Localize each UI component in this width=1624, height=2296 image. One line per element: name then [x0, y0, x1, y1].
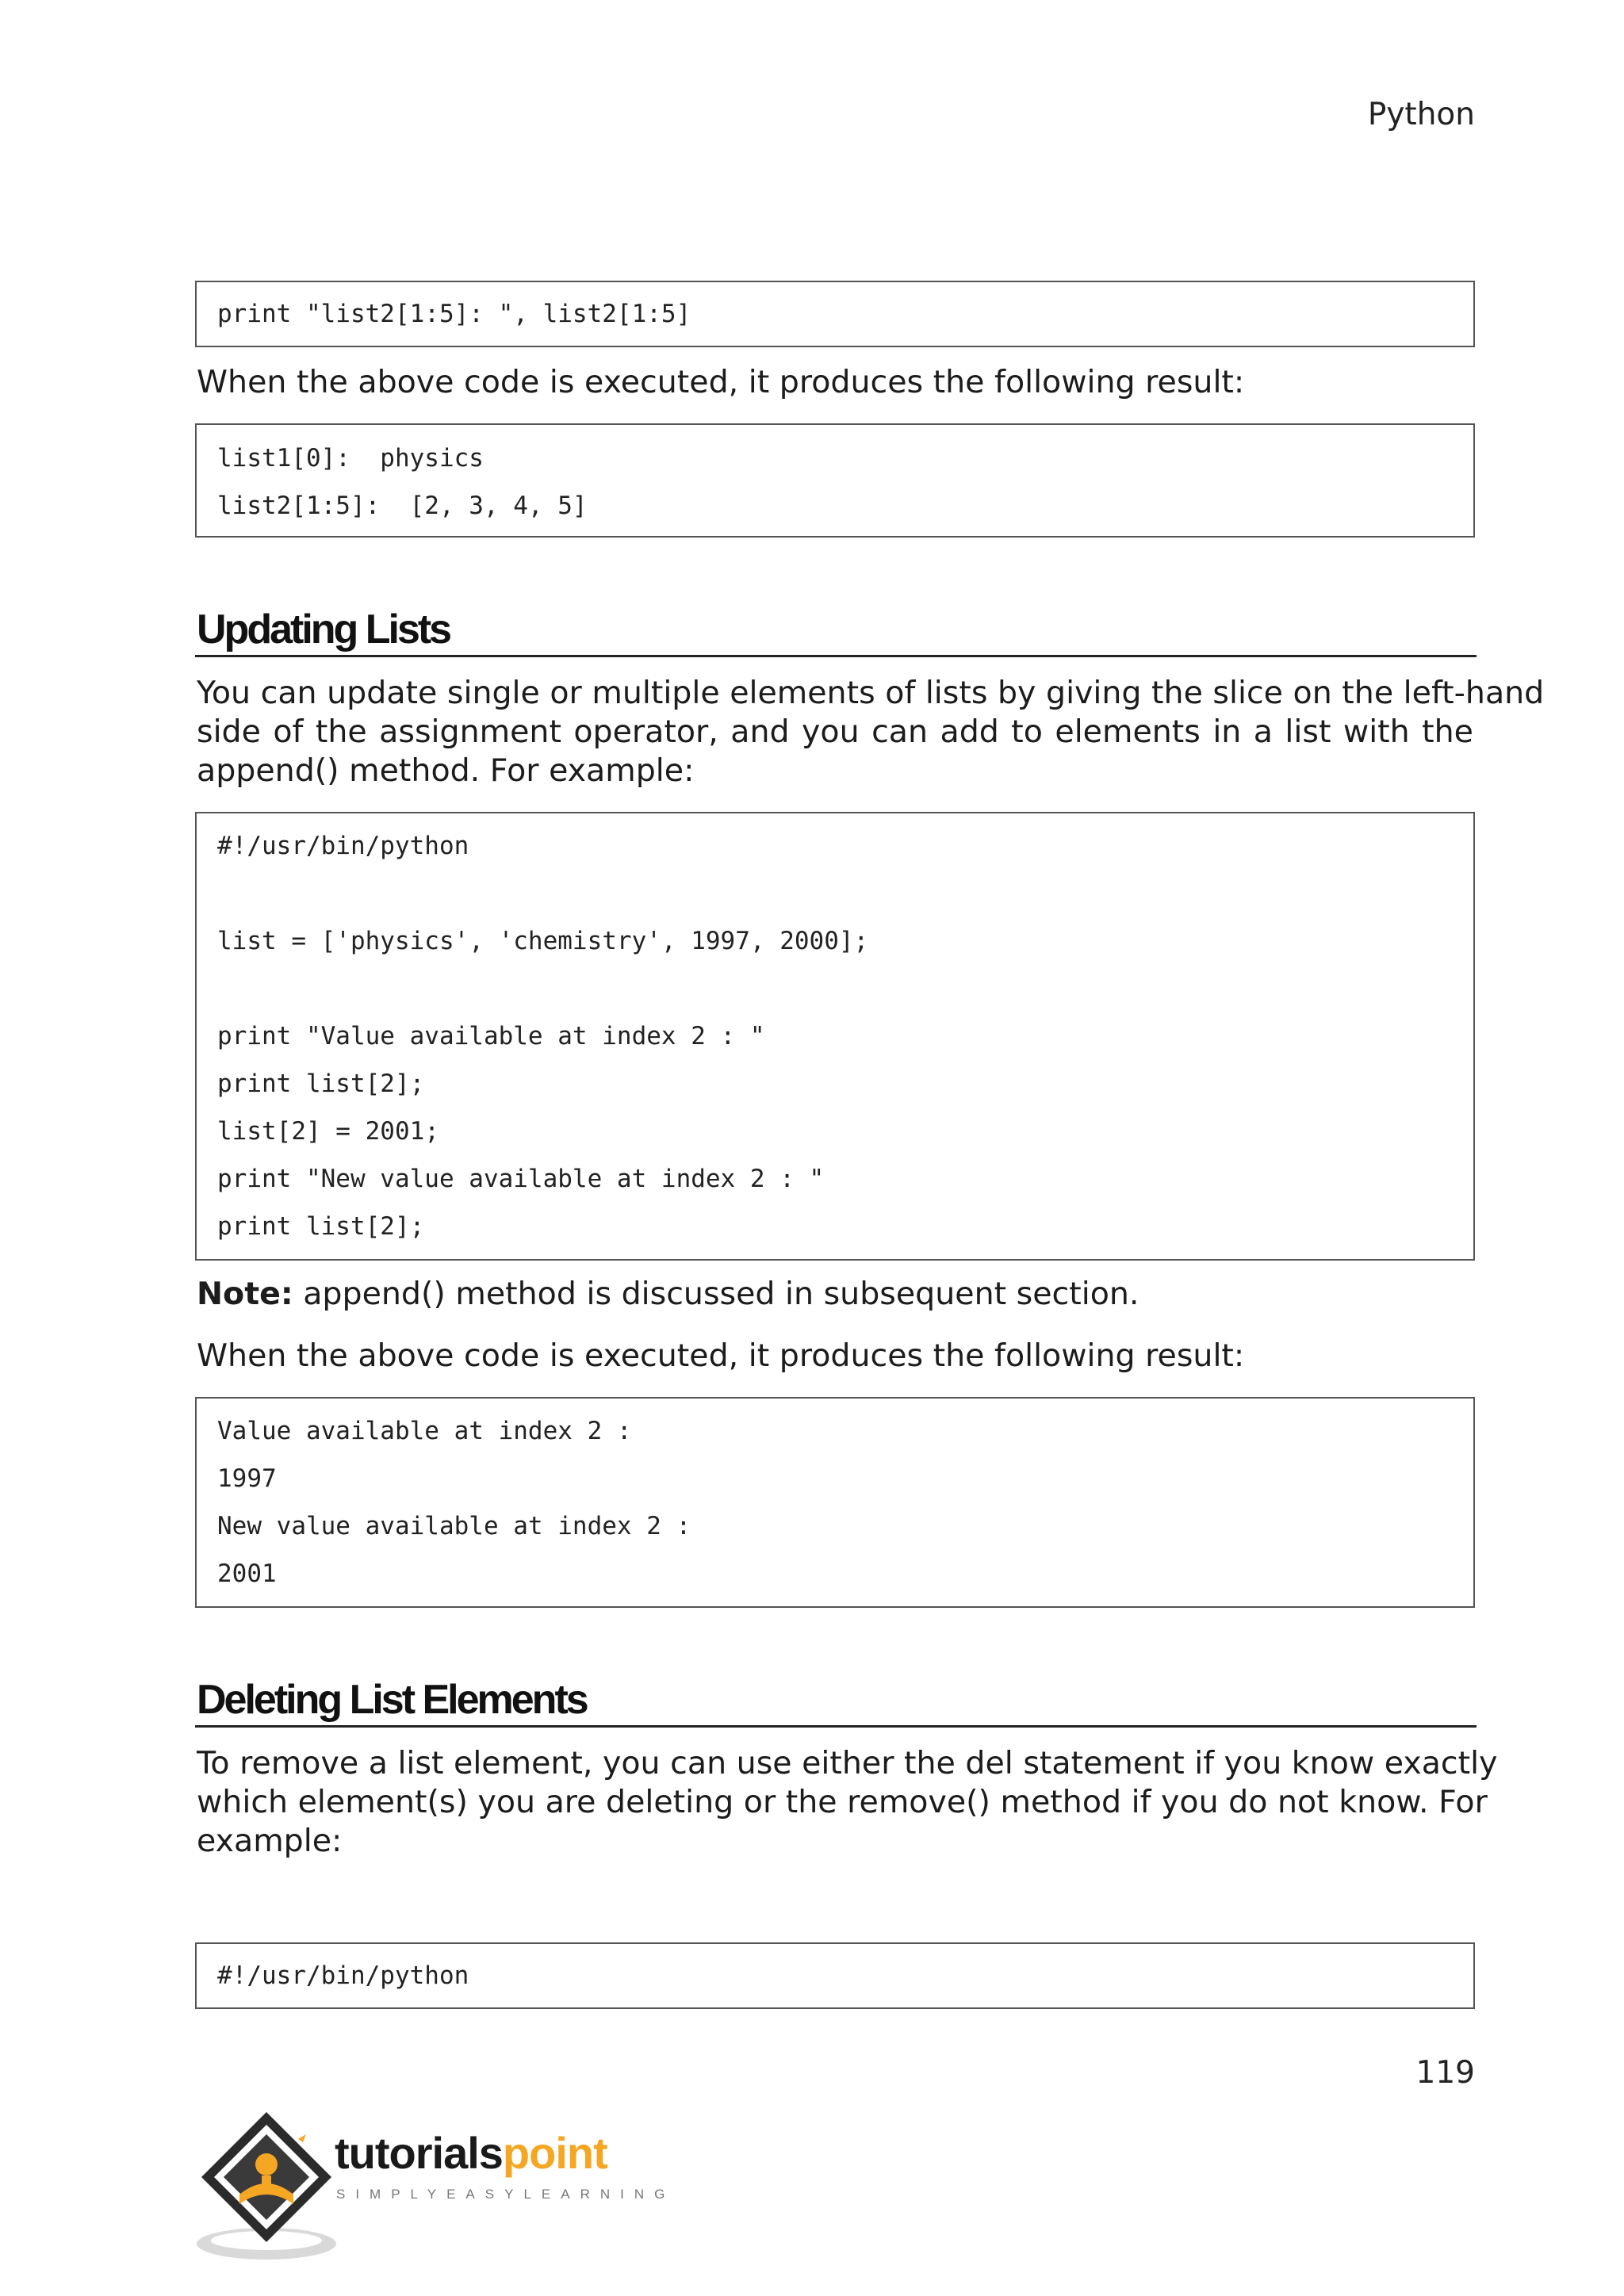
output-line: 2001 — [217, 1559, 277, 1588]
logo-word-accent: point — [502, 2128, 607, 2178]
output-line: New value available at index 2 : — [217, 1512, 691, 1540]
section-heading: Deleting List Elements — [197, 1677, 587, 1723]
code-line: list[2] = 2001; — [217, 1117, 439, 1146]
section-heading: Updating Lists — [197, 607, 450, 652]
output-block — [195, 423, 1475, 538]
logo-tagline: SIMPLYEASYLEARNING — [336, 2187, 676, 2202]
logo-word-dark: tutorials — [335, 2128, 503, 2178]
code-line: list = ['physics', 'chemistry', 1997, 2000]; — [217, 927, 869, 955]
paragraph — [197, 1744, 1498, 1861]
code-block — [195, 281, 1475, 347]
code-line: print list[2]; — [217, 1070, 425, 1098]
heading-rule — [195, 655, 1477, 657]
note-text: append() method is discussed in subsequent section. — [293, 1276, 1139, 1312]
tutorialspoint-logo — [195, 2107, 687, 2266]
note-label: Note: — [197, 1276, 293, 1312]
code-block — [195, 812, 1475, 1261]
note-paragraph — [197, 1275, 1473, 1314]
output-line: list1[0]: physics — [217, 444, 484, 473]
code-line: print list[2]; — [217, 1212, 425, 1241]
paragraph-line: example: — [197, 1823, 343, 1859]
code-block — [195, 1942, 1475, 2009]
code-line: print "Value available at index 2 : " — [217, 1022, 765, 1050]
heading-rule — [195, 1725, 1477, 1728]
output-line: list2[1:5]: [2, 3, 4, 5] — [217, 492, 588, 520]
paragraph-text: When the above code is executed, it produces the following result: — [197, 1337, 1245, 1374]
paragraph — [197, 1337, 1473, 1376]
paragraph-text: When the above code is executed, it produces the following result: — [197, 364, 1245, 400]
output-block — [195, 1397, 1475, 1608]
logo-diamond-icon — [195, 2107, 338, 2266]
output-line: 1997 — [217, 1464, 277, 1493]
paragraph — [197, 363, 1473, 402]
paragraph-line: which element(s) you are deleting or the remove() method if you do not know. For — [197, 1784, 1488, 1820]
code-line: print "list2[1:5]: ", list2[1:5] — [217, 300, 691, 328]
code-line: #!/usr/bin/python — [217, 832, 469, 860]
code-line: #!/usr/bin/python — [217, 1961, 469, 1990]
page-number: 119 — [1415, 2055, 1475, 2091]
paragraph-line: append() method. For example: — [197, 752, 695, 789]
paragraph — [197, 674, 1545, 790]
paragraph-line: You can update single or multiple elements of lists by giving the slice on the left-hand — [197, 675, 1545, 711]
code-line: print "New value available at index 2 : " — [217, 1165, 825, 1193]
paragraph-line: To remove a list element, you can use either the del statement if you know exactly — [197, 1745, 1498, 1781]
paragraph-line: side of the assignment operator, and you can add to elements in a list with the — [197, 714, 1473, 750]
output-line: Value available at index 2 : — [217, 1417, 632, 1445]
logo-wordmark — [335, 2128, 607, 2178]
running-header: Python — [1367, 97, 1475, 132]
